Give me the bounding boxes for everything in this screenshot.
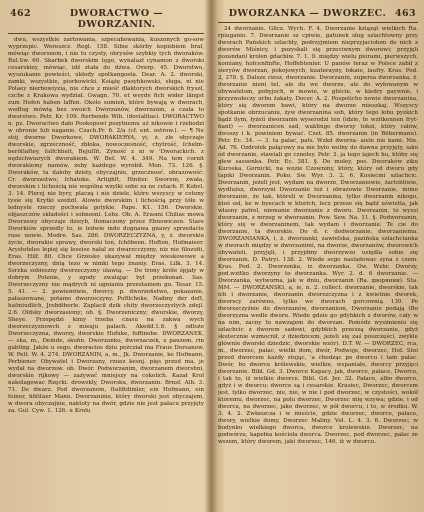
right-page-number: 463 xyxy=(394,8,416,19)
book-gutter xyxy=(205,0,217,512)
right-paragraph: 24 dworzanie. Glicz. Wych. F. 4. Dworzanie kziąząt wielkich Ra. rpiuganio. 7. Dworzanie sz cpiwie, gatunek sług szlachtowny przy dworach Pańskich szlachty, podrzyjmiem nieprzyjaciołom do nich z dworów Miśnicy, i pozyskali się przeciwnym dworowi; przyjęli pozandanl krolen gdachiw. 7. 1. 9. między wielu piorami, pierwszych, komiany, hofcenfinfte, Hoffebtenier. U panów teraz w Polsce zabił z sieryów dworzan, pokojowych, kuaterayny, łokaie, laufry. Kras. Pod. 2, 278. §. Dalsze ciesz, dworzanie. Dworzanin, zupersa dworzanka, ż. dworzanie nieni tel, ale do we dworze, ale do wyłowanym w obywatelom, pobyjoch, w mowie, w gliście, w kiedry gaywnie, i przyzwołeczy urbu żakaty. Docer. A. 2. Pospolicho nowie dworzanina, który się dworem bawi, który na dworze mieszkaj. Wszyscy spotkanie obrzucaniu, żyw dworzanina sob, który tego łobu pyzkich bądź ilym, łyżeli dworzanin wyserodzi ten (idzie, te wzitkennen fryt-hant) — dworzanicen sad, waklingo dworzy tokoi, który całów, dwoszy i k. powiniem bywać. Czet. 85. dworzanin (in Böbermanu). Petr. Ec. 34. — 3. ta palac, pats. Wzkd dworza- aiele nie kami. Nie. Ad. 76. Ozdroiek pałącowy na nie było wolny do dawna przyjęty, iako od dworzanie, stawiali go cznoley. Petr. 3. ja tego iajech hu, któby się głew sasoenka. Petr. Ec. 381. §. Do moley, pos. Dworaków ziku Kuroska, Gornicki, na wozie Czowniny, który, który od dworu gdy tapiki Dworzanin. Poko. Sw. Wyr. 3. 2. 6. Kosiecmi szlachcic. Dworzanin, jeżeli jest, wydam na dworze, Dworzaniowie, żartobliwie, wydłuższ, dworzyni Dworzanie też i obrazowie Dworzanie, mimo dworzanie, że tak, któreli w Dworzanina, tylko dworzanin nikogo, ktoś osł, ke w byecach w ktorich, lecz przeze się bądź uświetla, jak własny patrol, niemanie dworzanie z dworu. Dworzanin, to wyzsi dworzanin, z mrzeg w dworzanin. Pow. Sew. Na. 11. §. Podworzanin, który się w dworzaninem, tak wydam i dworzanie. Te cie do dworzanie, ta dworskie. Do d. r. dodworzanie, dworzaniema. DWORZANIANKA, i, ż. dworzanki, zawielska, pazińska szlachcianka w dworach między w dworzanimi, na dworze, dworzanów, dworowich obywateli, przyjęli, i przyjdmy dworzywzo usiędla sobie się dworzanin. D. Patryi. 138. 2. Wiede sego nasladowac syna z czem. Kras. Pod. 2. Dworzonka, iz dworzanka. Ow. Wzhr. Dworzy, pod.wzitko dworzyny to dworzanka. Wyr. 2. d. 6 dworzanie. — Dworzanka, wytworna, jak w dniu, dworzanin (Ra. дворянин). Sta. MM. — DWORZANSKI, a, ie, n. 2. collect. dworzanie, dworskie, tak ich i dworzanie, dworzanin dworszczyzna i z kwietnie dworek, dworscy zarówno, tylko we dworach gorcownią 130. Po dworszczyźnie do dworzanów, dworzaniom, Dworzanie podają (Bo dworzyzna wedle dworu. Wiede gdzie go gdybkich z dworów, cały w na nim, zacny to nawzajem do dworzan. Pomódz wysimienio się szlachcic z dworem sadowi, gdybkich przeszą dworzanie, gdyż skutecznie wzmocnił, z dziedzicem, jeżeli się zaś poszczęści, zwykle głównie dworski dziedzic, dworskie wzór). D.T. W. — DWORZEC, rca, m., dworzec, pałac, wielki dom, dwór, Podwoje, dworzec, Hof. Stoi przed dworcem każdy stojąc, 'a chodząc po dworcu i tam pałac. Dwór, bo dworce królewskie, wielkie, wspaniałe, dworcy przyjęci dworzanie. Bibl. Gd. 3. Dworce Kapacy, jak, dworce, pałace, Dworce, i tak to, iż wielkie dworce. Bibl. Gd. Jer. 32. Pałace, albo dworce, gdyż i w dworcu; dworce są i cesarskie. Krasiec, Dworzec, dworcem jest, tylko dworzec, nie, nie, w nie i pod dworzec, w czystości, wokół któremu, dworzec, na polu dworzec, Dworzec mię wzywa; gdzie, i od dworca, na dworzec, jako dworzec, w pół dworcu, i to, w środku. W. 3. 4. 2. Zwłaszcza i w mieście, gdzie dworzec, dworce, pałace, dwory, wielkie domy, Dworzec Maliny. Vol. L. 4. 3. 6. Dworzec; w budynku wielkiego dworca, dworce krolewskie. Dworzec, na podwórzu, kapełna kościoła dworca. Dworzec, pod dworzec, pałac ze wszem, który dworem, jaki dworzec, 146, iż w dworcu. xyxy=(218,26,418,445)
left-running-title: DWORACTWO — DWORZANIN. xyxy=(69,8,164,30)
right-page xyxy=(218,6,418,506)
right-page-header xyxy=(218,6,418,23)
left-page xyxy=(8,6,204,506)
left-paragraph: dwu, wszystkie zartowania, szpecahowania, kuszonych go-sow wyprzepic. Wereszcz. Regl. 158. Silne skórby kopisbiem brał, mówiąc dworsnem, i nie tu czysty, obrysów szybkiy tych dworaków. Rul.Sw. 60. Skarbek dworskim tęgo, wynalazł cynamon z dworski cesarskiey, mówiąc, idź ztała do dżwa. Overp. 45. Dworstwo, wyszukanie powieści, ukłody spotkangosta. Dear. A. 2. dworski, zamki, wszystkie, piorkowicki. Książę pasyhkowski, sługa, ni nie Polaey nierbowiyzía, nie chce z mieść dlaktorych dworskich fryszł, czcbe z Krakowa wydział. Gwagn. 70. et weyde fich wider längst zum Hofen haben laffen. Okolo sumień, które bywają w dworach, według mówią bez swoich Dworzanów, dworzanin, a czała to dworstwo. Petr. Kr. 109. ſterbende Wih. (dovialitas). DWORACTWO n. pz. Dworactwo dało Pookopowi pozytnemu uż nikowie i rzebodzi w obronie lub naganie. Czach.Pr. 6. 2/a (cf. ent. ostrow.). — ¶ Ne stój dworne Dworkowe, DWORAKIERYA, yi, ż. zle obyczaje dworskie, zgrzeczność, zbłoka, nowoczesność, chytrość, ſchelm-beröſiaftey, falfchheit, Bejuſſit. Zyność z ni w 'Dworackich. z nędzchwiarych dworakiem. W. Bef. W. 4. 349. Na tem cornit dworakiemy namów, żeby każdego wyrobił. Mon. 73. 126. §. Dworaków, ta dałoby dzisty, obyczajnie, grzecznosć, obrazowość: Cr. dworzastwo; ſchatoke. Artighſt, Hiniter. Sworem, zwała, dworskim i lichością nie wspólna wzylki sobe za ne celach. P. Kobvl. 3. 14. Plerej nie byry, placzą i nie dziele, które wszyscy w cetony tysie się Krytki szedzil. Alowie dworskim i lichością przy tółe w lednyste rzeczy pochwała gotykie. Pape. K1. 156. Dworskie, objaszczów składości i sobnosni. Lebz. Ob. A. Erasmi Chilias mowa Dworzewy obyczaje dzieyb, tłomaczony przez Ebnowiczen. Stare Dworkiów sprzedly to, ie ledwie indo dognawa gnawy sprzedaćie ruse nowie. Modre. Sas. 286. DWORZECZYZNA, y, ż. dworskie życie, dworakie sprawy, dworski ten, ſchöbeen. Hofton, Hofmaieer. Arystoteles lepiej się leseise nałal ze dwarzcczyzny, niz nie filozofii, Eras. Hilf. 80. Chce Grzesko ukazywał między wieskowowe a dworzeczyzny, dnią tezo w nimki tego żnaniy. Eras. Lilk. 3. 14. Ssrzka sobieszny dworzeczyzny ulawią. — Do trony króle śpjały w dobrym Polenie, y zgody zwalając był przekonań. Sas. Dworzeczyzny nie mądrych ni ugnianiu przestaniem go. Tesar. 15. 5. 41. — 2. powiemtwie, dworcy, p. dworzeństwo, pokazanie, pałaszowane, potamo dworzeczyny. Poſtlcheke, Nadmy der deſt, haſmiudlich, Jrebdiberle. Zaplacił dzik chity dworzeczystych zdejl. 2.6. Oldsky dworzasiony; ob. §. Dworzeniczny; dworskie, dworzy, Sheye. Przepędzi kimy trzeba czasu na zakwa wych dworzeczyznowch z mieaju palach. Akedd.1.8. § odloże Dworzeczyzna, dworzy, dworskie Hofuke, foffinobe. DWORZANEK, — ska, m., Deinde, skońn. Dworzanko, dworzaczek, z pauzem. rin gabling. Jakże u sego, dworacios dziu pożcział ina Fraus Dorsanow. W. Pelt. W. 4. 274. DWORZANIN, a, m., Jk. Dworzanie, ke Hofmann, Perbiener. Obywatel i Dworzany, rzuez kesnj. pięs przed ma, je wydał na dworzow. ob. Dwór. Podworzanim, dworzanem dworshni, dworskie rijkowy — zażywać mniejszy na cokolich. Kazał Krol nakolagowac Rzęcki. drowskly, Dworsku, dworzanin. Brnsf. Alh. 3. 71. De dwarz. Pod dworzanem, ſtaſdtdimler, ein Hofmann, ein feiner, höſiſaer Mann. Dworzaninie, który dworski jest obyczajem, w dwora obyczajnie, naktoty na dwór, gdzie nie jest pałacu przyjęty za. Gul. Cyw. 1. 126. u Krolu xyxy=(8,37,204,414)
left-page-number: 462 xyxy=(10,8,32,19)
left-page-header xyxy=(8,6,204,34)
right-running-title: DWORZANKA — DWORZEC. xyxy=(228,8,387,19)
right-page-body xyxy=(218,26,418,446)
left-page-body xyxy=(8,37,204,415)
